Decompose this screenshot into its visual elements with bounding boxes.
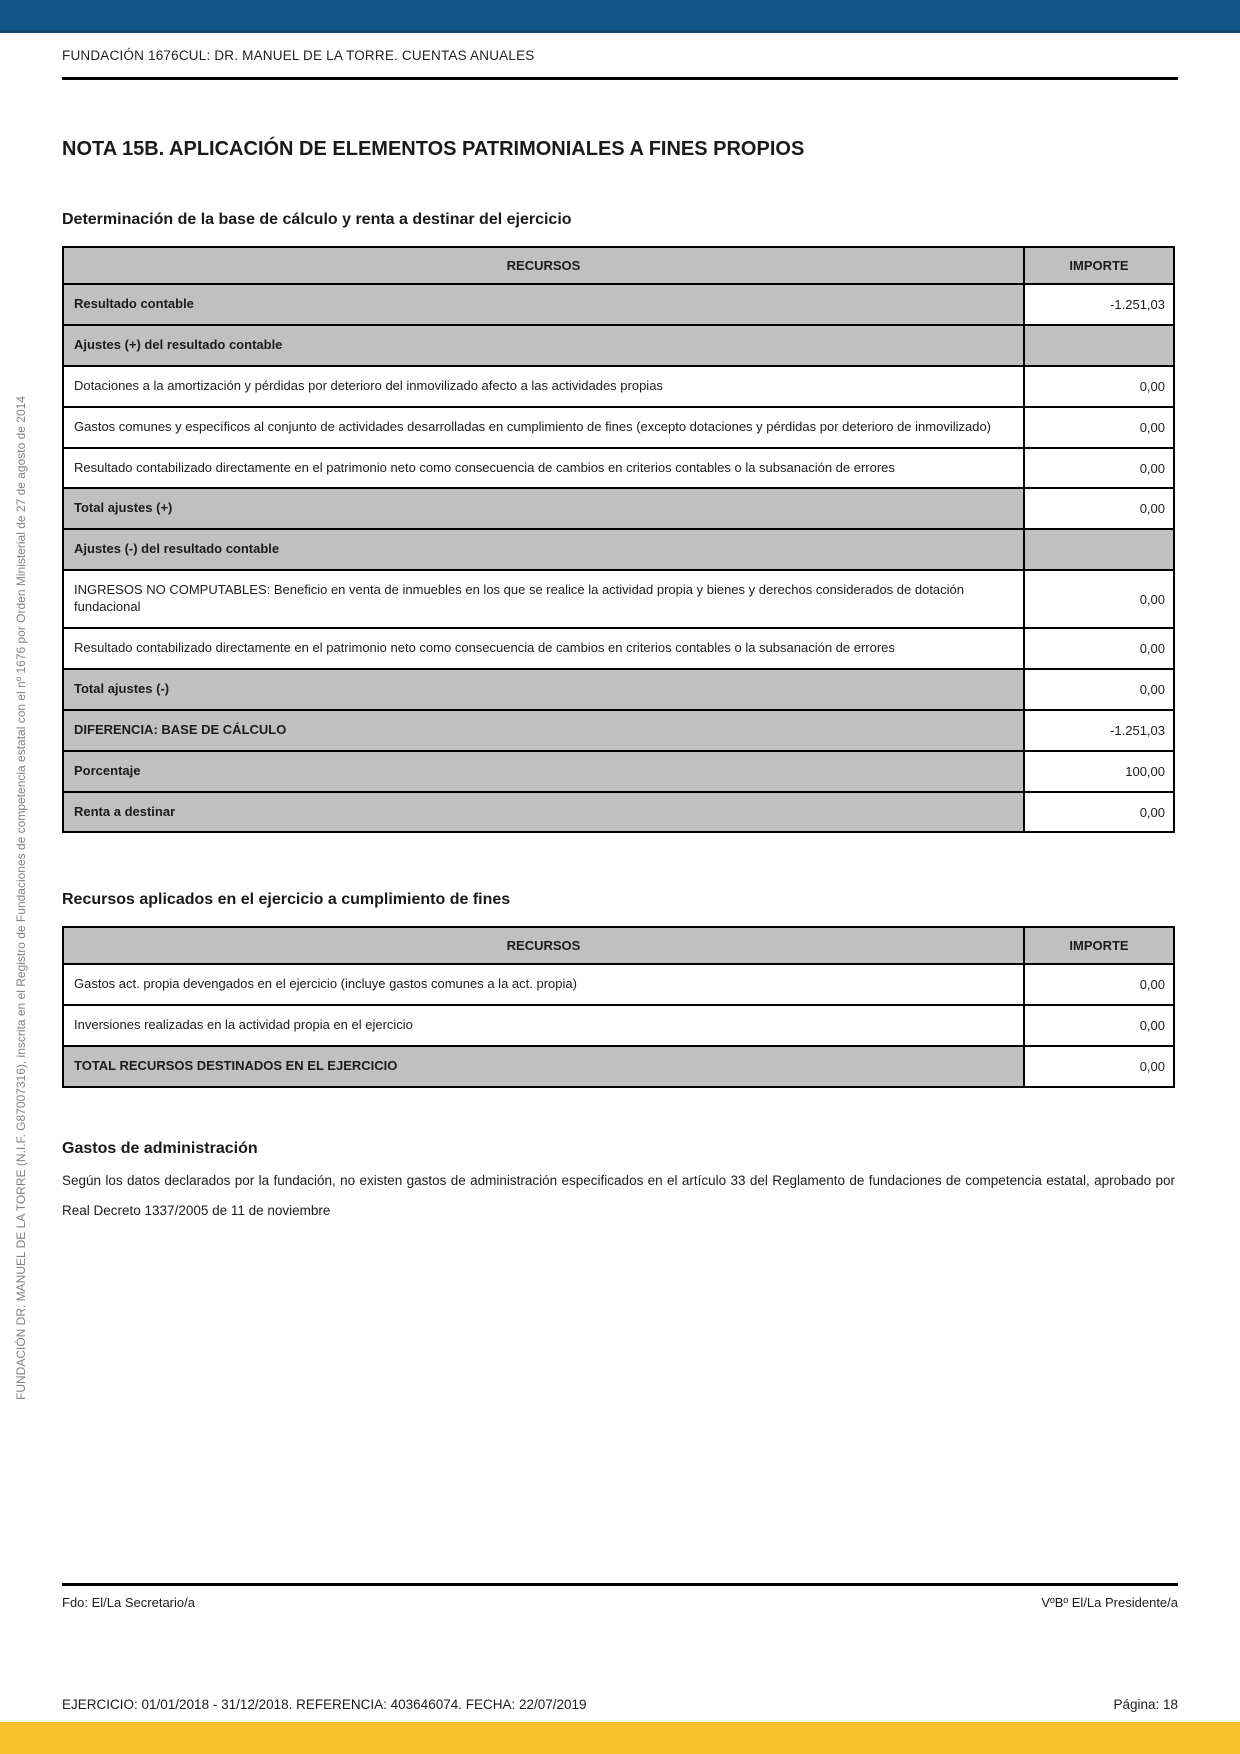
- base-calculo-table: [62, 246, 1175, 833]
- importe-header-cell: IMPORTE: [1024, 247, 1174, 284]
- top-accent-bar: [0, 0, 1240, 33]
- table-row: [63, 366, 1174, 407]
- table-row: [63, 448, 1174, 489]
- importe-cell: [1024, 325, 1174, 366]
- importe-cell: 0,00: [1024, 366, 1174, 407]
- table-header-row: [63, 247, 1174, 284]
- table-row: [63, 751, 1174, 792]
- importe-cell: 0,00: [1024, 628, 1174, 669]
- table-header-row: [63, 927, 1174, 964]
- importe-cell: 0,00: [1024, 1046, 1174, 1087]
- importe-cell: 100,00: [1024, 751, 1174, 792]
- importe-cell: 0,00: [1024, 448, 1174, 489]
- importe-cell: 0,00: [1024, 1005, 1174, 1046]
- admin-paragraph: Según los datos declarados por la fundación, no existen gastos de administración especificados en el artículo 33 del Reglamento de fundaciones de competencia estatal, aprobado por Real Decreto 1337/2005 de 11 de noviembre: [62, 1173, 1175, 1218]
- importe-cell: 0,00: [1024, 488, 1174, 529]
- page-content: [62, 48, 1178, 1226]
- table-row: [63, 1046, 1174, 1087]
- bottom-accent-bar: [0, 1722, 1240, 1754]
- recursos-cell: TOTAL RECURSOS DESTINADOS EN EL EJERCICIO: [63, 1046, 1024, 1087]
- table-row: [63, 964, 1174, 1005]
- importe-cell: 0,00: [1024, 669, 1174, 710]
- recursos-cell: Inversiones realizadas en la actividad propia en el ejercicio: [63, 1005, 1024, 1046]
- recursos-cell: Dotaciones a la amortización y pérdidas por deterioro del inmovilizado afecto a las actividades propias: [63, 366, 1024, 407]
- table-row: [63, 325, 1174, 366]
- table-row: [63, 570, 1174, 628]
- recursos-cell: Total ajustes (-): [63, 669, 1024, 710]
- importe-cell: 0,00: [1024, 964, 1174, 1005]
- recursos-cell: Resultado contabilizado directamente en el patrimonio neto como consecuencia de cambios en criterios contables o la subsanación de errores: [63, 628, 1024, 669]
- section2-heading: Recursos aplicados en el ejercicio a cumplimiento de fines: [62, 891, 511, 909]
- recursos-cell: Resultado contable: [63, 284, 1024, 325]
- section1-heading: Determinación de la base de cálculo y renta a destinar del ejercicio: [62, 211, 572, 228]
- signature-block: [62, 1583, 1178, 1610]
- header-rule: [62, 77, 1178, 80]
- recursos-cell: Total ajustes (+): [63, 488, 1024, 529]
- table-row: [63, 710, 1174, 751]
- recursos-cell: INGRESOS NO COMPUTABLES: Beneficio en venta de inmuebles en los que se realice la actividad propia y bienes y derechos considerados de dotación fundacional: [63, 570, 1024, 628]
- recursos-cell: Gastos act. propia devengados en el ejercicio (incluye gastos comunes a la act. propia): [63, 964, 1024, 1005]
- recursos-cell: Resultado contabilizado directamente en el patrimonio neto como consecuencia de cambios en criterios contables o la subsanación de errores: [63, 448, 1024, 489]
- recursos-cell: Ajustes (-) del resultado contable: [63, 529, 1024, 570]
- footer-page-number: Página: 18: [1113, 1697, 1178, 1712]
- table-row: [63, 529, 1174, 570]
- registry-side-text: FUNDACIÓN DR. MANUEL DE LA TORRE (N.I.F. G87007316), inscrita en el Registro de Fundaciones de competencia estatal con el nº 1676 por Orden Ministerial de 27 de agosto de 2014: [14, 396, 28, 1400]
- page-title: NOTA 15B. APLICACIÓN DE ELEMENTOS PATRIMONIALES A FINES PROPIOS: [62, 138, 805, 160]
- signature-secretary: Fdo: El/La Secretario/a: [62, 1595, 195, 1610]
- recursos-cell: Gastos comunes y específicos al conjunto de actividades desarrolladas en cumplimiento de fines (excepto dotaciones y pérdidas por deterioro de inmovilizado): [63, 407, 1024, 448]
- recursos-cell: Renta a destinar: [63, 792, 1024, 833]
- recursos-aplicados-table: [62, 926, 1175, 1088]
- table-head: [63, 927, 1174, 964]
- importe-cell: -1.251,03: [1024, 710, 1174, 751]
- page-footer: [62, 1697, 1178, 1712]
- table-body: [63, 964, 1174, 1087]
- table-row: [63, 792, 1174, 833]
- recursos-cell: Ajustes (+) del resultado contable: [63, 325, 1024, 366]
- table-row: [63, 1005, 1174, 1046]
- document-header: FUNDACIÓN 1676CUL: DR. MANUEL DE LA TORRE. CUENTAS ANUALES: [62, 48, 535, 63]
- table-row: [63, 284, 1174, 325]
- recursos-header-cell: RECURSOS: [63, 247, 1024, 284]
- importe-cell: 0,00: [1024, 792, 1174, 833]
- importe-header-cell: IMPORTE: [1024, 927, 1174, 964]
- table-row: [63, 628, 1174, 669]
- importe-cell: 0,00: [1024, 570, 1174, 628]
- admin-heading: Gastos de administración: [62, 1140, 258, 1158]
- importe-cell: 0,00: [1024, 407, 1174, 448]
- table-row: [63, 488, 1174, 529]
- recursos-header-cell: RECURSOS: [63, 927, 1024, 964]
- signature-president: VºBº El/La Presidente/a: [1041, 1595, 1178, 1610]
- importe-cell: [1024, 529, 1174, 570]
- table-row: [63, 407, 1174, 448]
- table-body: [63, 284, 1174, 832]
- recursos-cell: DIFERENCIA: BASE DE CÁLCULO: [63, 710, 1024, 751]
- table-row: [63, 669, 1174, 710]
- importe-cell: -1.251,03: [1024, 284, 1174, 325]
- footer-exercise-reference: EJERCICIO: 01/01/2018 - 31/12/2018. REFERENCIA: 403646074. FECHA: 22/07/2019: [62, 1697, 587, 1712]
- table-head: [63, 247, 1174, 284]
- recursos-cell: Porcentaje: [63, 751, 1024, 792]
